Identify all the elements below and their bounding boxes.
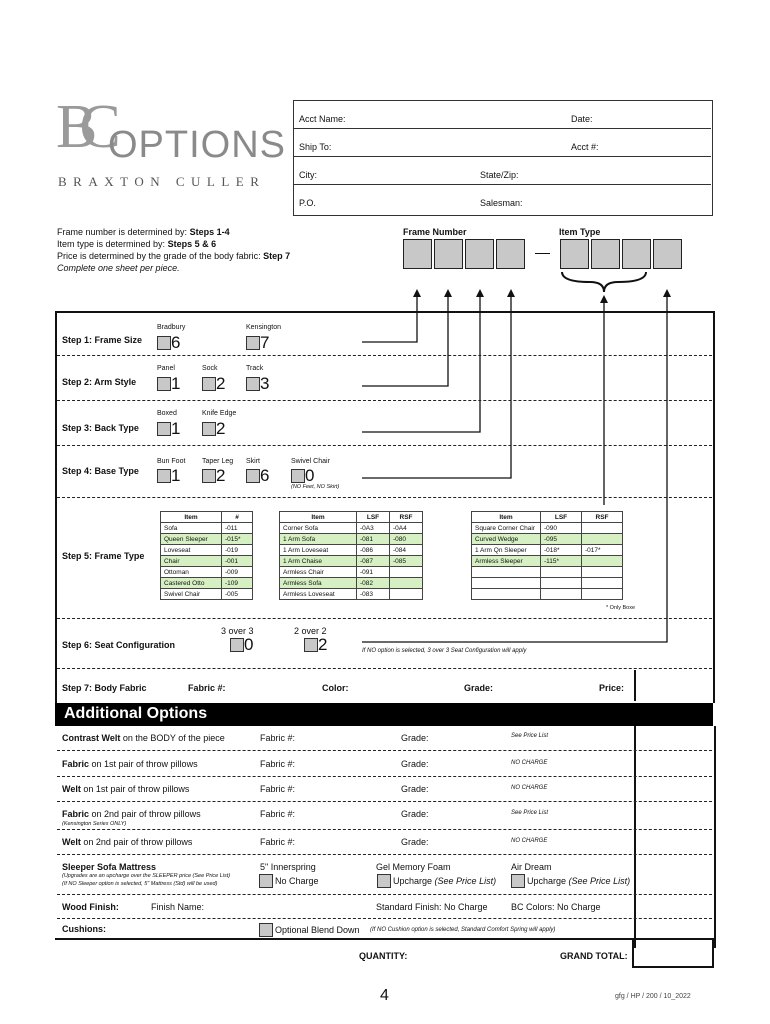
addl-fabric-field[interactable]: Fabric #: xyxy=(260,784,296,794)
step5-note: * Only Boxe xyxy=(606,605,636,611)
step6-title: Step 6: Seat Configuration xyxy=(62,640,176,650)
step5-title: Step 5: Frame Type xyxy=(62,551,145,561)
addl-grade-field[interactable]: Grade: xyxy=(401,759,429,769)
addl-fabric-field[interactable]: Fabric #: xyxy=(260,733,296,743)
sleeper-opt2-checkbox[interactable] xyxy=(377,874,391,888)
bc-colors-text: BC Colors: No Charge xyxy=(511,902,601,912)
standard-finish-text: Standard Finish: No Charge xyxy=(376,902,488,912)
grand-total-label: GRAND TOTAL: xyxy=(560,951,628,961)
divider xyxy=(57,854,712,855)
sleeper-opt1-value: No Charge xyxy=(275,876,319,886)
step6-option-value-2: 2 xyxy=(318,635,328,654)
wood-finish-label: Wood Finish: xyxy=(62,902,119,912)
divider xyxy=(57,829,712,830)
step3-option-value-1: 1 xyxy=(171,419,181,438)
frame-type-table-1: Item # Sofa -011 Queen Sleeper -015* Loveseat -019 Chair -001 Ottoman -009 Castered Otto -109 Swivel Chair -005 xyxy=(160,511,253,600)
item-type-label: Item Type xyxy=(559,227,601,237)
addl-fabric-field[interactable]: Fabric #: xyxy=(260,809,296,819)
step3-option-value-2: 2 xyxy=(216,419,226,438)
step2-option-label-3: Track xyxy=(246,365,264,372)
addl-row-label: Contrast Welt on the BODY of the piece xyxy=(62,733,225,743)
sleeper-opt3-label: Air Dream xyxy=(511,862,552,872)
step7-price-box[interactable] xyxy=(634,670,712,701)
divider xyxy=(57,894,712,895)
cushions-note: (If NO Cushion option is selected, Standard Comfort Spring will apply) xyxy=(370,927,556,933)
addl-fabric-field[interactable]: Fabric #: xyxy=(260,837,296,847)
additional-price-column xyxy=(634,726,716,948)
step4-option-label-4: Swivel Chair xyxy=(291,458,330,465)
step4-option-label-3: Skirt xyxy=(246,458,260,465)
addl-price-note: See Price List xyxy=(511,733,549,739)
addl-grade-field[interactable]: Grade: xyxy=(401,809,429,819)
step2-checkbox-1[interactable] xyxy=(157,377,171,391)
addl-price-note: See Price List xyxy=(511,810,549,816)
divider xyxy=(57,668,712,669)
addl-grade-field[interactable]: Grade: xyxy=(401,837,429,847)
addl-price-note: NO CHARGE xyxy=(511,760,548,766)
page-number: 4 xyxy=(380,987,389,1004)
sleeper-sub-1: (Upgrades are an upcharge over the SLEEPER price (See Price List) xyxy=(62,873,231,879)
frame-type-table-3: Item LSF RSF Square Corner Chair -090 Curved Wedge -095 1 Arm Qn Sleeper -018* -017* Armless Sleeper -115* xyxy=(471,511,623,600)
acct-name-field[interactable]: Acct Name: xyxy=(299,114,346,124)
step4-option-value-3: 6 xyxy=(260,466,270,485)
finish-name-field[interactable]: Finish Name: xyxy=(151,902,205,912)
additional-options-title: Additional Options xyxy=(64,705,208,722)
instruction-line-4: Complete one sheet per piece. xyxy=(57,263,180,273)
salesman-field[interactable]: Salesman: xyxy=(480,198,523,208)
step3-checkbox-1[interactable] xyxy=(157,422,171,436)
addl-row-label: Fabric on 1st pair of throw pillows xyxy=(62,759,198,769)
addl-row-label: Fabric on 2nd pair of throw pillows xyxy=(62,809,201,819)
step1-checkbox-2[interactable] xyxy=(246,336,260,350)
step4-title: Step 4: Base Type xyxy=(62,466,139,476)
ship-to-field[interactable]: Ship To: xyxy=(299,142,332,152)
step1-option-label-2: Kensington xyxy=(246,324,282,331)
step3-checkbox-2[interactable] xyxy=(202,422,216,436)
step6-checkbox-1[interactable] xyxy=(230,638,244,652)
step4-option-label-1: Bun Foot xyxy=(157,458,186,465)
addl-row-label: Welt on 1st pair of throw pillows xyxy=(62,784,190,794)
divider xyxy=(57,445,712,446)
logo-brand-name: BRAXTON CULLER xyxy=(58,174,266,189)
addl-grade-field[interactable]: Grade: xyxy=(401,784,429,794)
cushions-label: Cushions: xyxy=(62,924,106,934)
instruction-line-1: Frame number is determined by: Steps 1-4 xyxy=(57,227,230,237)
step4-note: (NO Feet, NO Skirt) xyxy=(291,484,340,490)
step6-option-label-2: 2 over 2 xyxy=(294,626,327,636)
step1-option-value-2: 7 xyxy=(260,333,270,352)
step4-checkbox-2[interactable] xyxy=(202,469,216,483)
divider xyxy=(57,618,712,619)
step2-option-value-1: 1 xyxy=(171,374,181,393)
sleeper-opt3-value: Upcharge (See Price List) xyxy=(527,876,631,886)
step2-checkbox-2[interactable] xyxy=(202,377,216,391)
step4-option-value-4: 0 xyxy=(305,466,315,485)
addl-row-sub: (Kensington Series ONLY) xyxy=(62,821,127,827)
grand-total-box[interactable] xyxy=(632,938,714,968)
divider xyxy=(57,750,712,751)
step2-option-value-3: 3 xyxy=(260,374,270,393)
addl-row-label: Welt on 2nd pair of throw pillows xyxy=(62,837,193,847)
sleeper-opt1-label: 5" Innerspring xyxy=(260,862,316,872)
step7-title: Step 7: Body Fabric xyxy=(62,683,147,693)
addl-price-note: NO CHARGE xyxy=(511,838,548,844)
step1-checkbox-1[interactable] xyxy=(157,336,171,350)
divider xyxy=(57,497,712,498)
addl-fabric-field[interactable]: Fabric #: xyxy=(260,759,296,769)
step4-checkbox-4[interactable] xyxy=(291,469,305,483)
divider xyxy=(57,918,712,919)
sleeper-sub-2: (If NO Sleeper option is selected, 5" Mattress (Std) will be used) xyxy=(62,881,218,887)
step3-title: Step 3: Back Type xyxy=(62,423,139,433)
cushions-checkbox[interactable] xyxy=(259,923,273,937)
step7-fabric[interactable]: Fabric #: xyxy=(188,683,226,693)
form-code: gfg / HP / 200 / 10_2022 xyxy=(615,993,691,1000)
cushions-option: Optional Blend Down xyxy=(275,925,360,935)
po-field[interactable]: P.O. xyxy=(299,198,316,208)
addl-grade-field[interactable]: Grade: xyxy=(401,733,429,743)
city-field[interactable]: City: xyxy=(299,170,317,180)
sleeper-opt2-label: Gel Memory Foam xyxy=(376,862,451,872)
instruction-line-2: Item type is determined by: Steps 5 & 6 xyxy=(57,239,217,249)
step4-option-value-2: 2 xyxy=(216,466,226,485)
divider xyxy=(57,400,712,401)
step1-option-label-1: Bradbury xyxy=(157,324,186,331)
date-field[interactable]: Date: xyxy=(571,114,593,124)
instruction-line-3: Price is determined by the grade of the body fabric: Step 7 xyxy=(57,251,291,261)
logo-letters: BC xyxy=(56,93,103,161)
step2-option-label-2: Sock xyxy=(202,365,218,372)
sleeper-opt2-value: Upcharge (See Price List) xyxy=(393,876,497,886)
step2-title: Step 2: Arm Style xyxy=(62,377,137,387)
step2-option-value-2: 2 xyxy=(216,374,226,393)
step2-option-label-1: Panel xyxy=(157,365,175,372)
step1-title: Step 1: Frame Size xyxy=(62,335,143,345)
step4-option-label-2: Taper Leg xyxy=(202,458,234,465)
step6-checkbox-2[interactable] xyxy=(304,638,318,652)
step1-option-value-1: 6 xyxy=(171,333,181,352)
divider xyxy=(57,355,712,356)
step4-option-value-1: 1 xyxy=(171,466,181,485)
sleeper-opt3-checkbox[interactable] xyxy=(511,874,525,888)
step7-color[interactable]: Color: xyxy=(322,683,349,693)
logo-options: OPTIONS xyxy=(108,124,287,166)
step7-grade[interactable]: Grade: xyxy=(464,683,494,693)
divider xyxy=(57,776,712,777)
sleeper-title: Sleeper Sofa Mattress xyxy=(62,862,157,872)
acct-number-field[interactable]: Acct #: xyxy=(571,142,599,152)
step7-price: Price: xyxy=(599,683,625,693)
addl-price-note: NO CHARGE xyxy=(511,785,548,791)
frame-type-table-2: Item LSF RSF Corner Sofa -0A3 -0A4 1 Arm Sofa -081 -080 1 Arm Loveseat -086 -084 1 Arm Chaise -087 -085 Armless Chair -091 Armless Sofa -082 Armless Loveseat -083 xyxy=(279,511,423,600)
step4-checkbox-3[interactable] xyxy=(246,469,260,483)
step4-checkbox-1[interactable] xyxy=(157,469,171,483)
step6-note: If NO option is selected, 3 over 3 Seat Configuration will apply xyxy=(362,648,527,654)
quantity-label[interactable]: QUANTITY: xyxy=(359,951,408,961)
step2-checkbox-3[interactable] xyxy=(246,377,260,391)
frame-number-label: Frame Number xyxy=(403,227,467,237)
state-zip-field[interactable]: State/Zip: xyxy=(480,170,519,180)
bottom-rule xyxy=(55,938,713,940)
step3-option-label-1: Boxed xyxy=(157,410,177,417)
step6-option-label-1: 3 over 3 xyxy=(221,626,254,636)
sleeper-opt1-checkbox[interactable] xyxy=(259,874,273,888)
step6-option-value-1: 0 xyxy=(244,635,254,654)
step3-option-label-2: Knife Edge xyxy=(202,410,237,417)
divider xyxy=(57,801,712,802)
